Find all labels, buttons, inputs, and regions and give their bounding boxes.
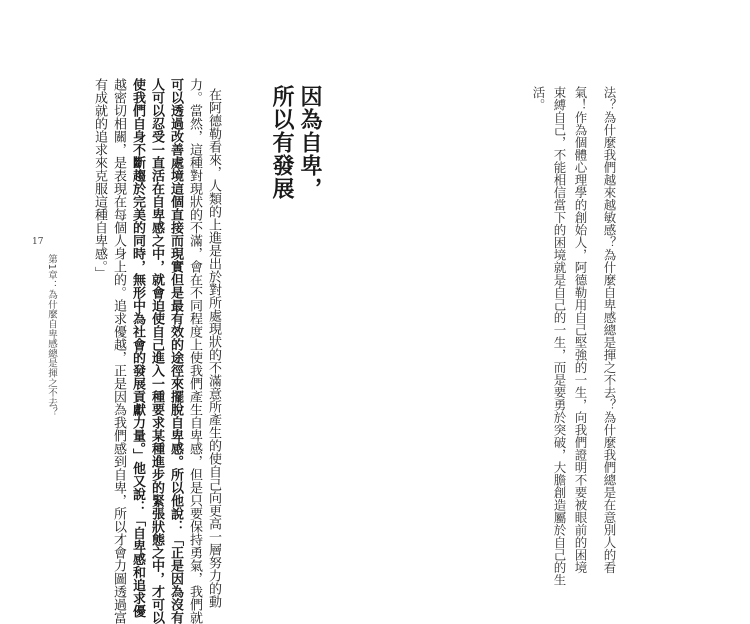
body-column-6: 越密切相關，是表現在每個人身上的。追求優越，正是因為我們感到自卑，所以才會力圖透過富 xyxy=(111,78,126,624)
body-column-1: 在阿德勒看來，人類的上進是出於對所處現狀的不滿意所產生的使自己向更高一層努力的動 xyxy=(206,88,221,608)
page-number: 17 xyxy=(32,237,44,247)
section-title-line-1: 因為自卑， xyxy=(297,85,323,200)
body-column-4: 人可以忍受一直活在自卑感之中，就會迫使自己進入一種要求某種進步的緊張狀態之中，才可以 xyxy=(149,78,164,624)
quote-column-1: 法？為什麼我們越來越敏感？為什麼自卑感總是揮之不去？為什麼我們總是在意別人的看 xyxy=(602,86,617,574)
body-column-5: 使我們自身不斷趨於完美的同時，無形中為社會的發展貢獻力量。」他又說：「自卑感和追求優 xyxy=(130,78,145,618)
running-head: 第1章：為什麼自卑感總是揮之不去？ xyxy=(46,254,57,418)
body-column-7: 有成就的追求來克服這種自卑感。」 xyxy=(92,78,107,280)
body-column-2: 力。當然，這種對現狀的不滿，會在不同程度上使我們產生自卑感，但是只要保持勇氣，我們就 xyxy=(187,78,202,624)
body-column-3: 可以透過改善處境這個直接而現實但是最有效的途徑來擺脫自卑感。所以他說：「正是因為沒有 xyxy=(168,78,183,624)
quote-column-4: 活。 xyxy=(531,86,546,111)
quote-column-3: 束縛自己，不能相信當下的困境就是自己的一生，而是要勇於突破，大膽創造屬於自己的生 xyxy=(552,86,567,586)
left-page xyxy=(18,10,376,624)
quote-column-2: 氣！作為個體心理學的創始人，阿德勒用自己堅強的一生，向我們證明不要被眼前的困境 xyxy=(573,86,588,574)
section-title-line-2: 所以有發展 xyxy=(269,85,295,200)
right-page xyxy=(378,10,738,586)
